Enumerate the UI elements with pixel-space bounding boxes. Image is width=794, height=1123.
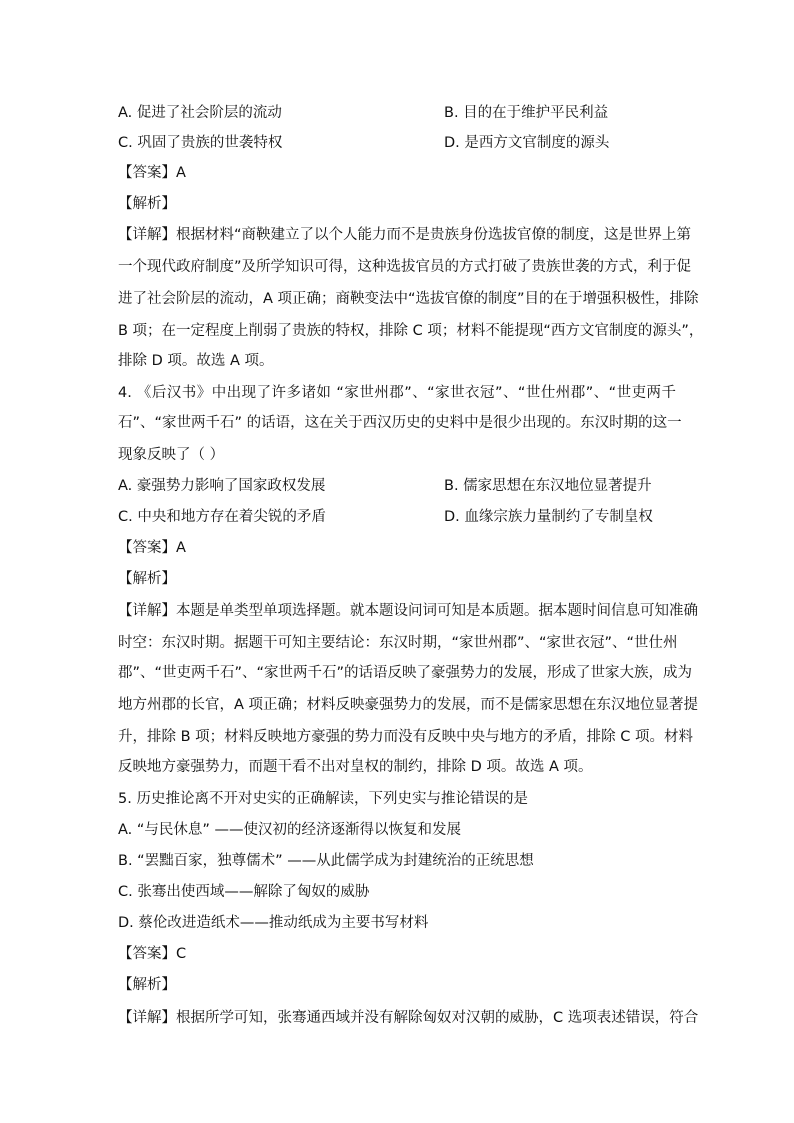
q5-option-b: B. “罢黜百家，独尊儒术” ——从此儒学成为封建统治的正统思想 bbox=[118, 853, 534, 869]
q3-detail-line: 排除 D 项。故选 A 项。 bbox=[118, 353, 274, 369]
q3-detail-line: 【详解】根据材料“商鞅建立了以个人能力而不是贵族身份选拔官僚的制度，这是世界上第 bbox=[118, 227, 692, 243]
q4-detail-line: 升，排除 B 项；材料反映地方豪强的势力而没有反映中央与地方的矛盾，排除 C 项。材料 bbox=[118, 729, 694, 745]
q5-option-d: D. 蔡伦改进造纸术——推动纸成为主要书写材料 bbox=[118, 915, 429, 931]
q4-option-c: C. 中央和地方存在着尖锐的矛盾 bbox=[118, 509, 326, 525]
q5-option-c: C. 张骞出使西域——解除了匈奴的威胁 bbox=[118, 884, 370, 900]
q4-stem-line: 4. 《后汉书》中出现了许多诸如 “家世州郡”、“家世衣冠”、“世仕州郡”、“世吏两千 bbox=[118, 385, 676, 401]
q3-detail-line: B 项；在一定程度上削弱了贵族的特权，排除 C 项；材料不能提现“西方文官制度的源头”， bbox=[118, 323, 704, 339]
q3-answer: 【答案】A bbox=[118, 165, 186, 181]
q4-answer: 【答案】A bbox=[118, 540, 186, 556]
q4-option-b: B. 儒家思想在东汉地位显著提升 bbox=[444, 478, 652, 494]
q3-option-b: B. 目的在于维护平民利益 bbox=[444, 105, 609, 121]
q4-option-a: A. 豪强势力影响了国家政权发展 bbox=[118, 478, 326, 494]
q4-detail-line: 时空：东汉时期。据题干可知主要结论：东汉时期，“家世州郡”、“家世衣冠”、“世仕州 bbox=[118, 635, 678, 651]
q4-detail-line: 【详解】本题是单类型单项选择题。就本题设问词可知是本质题。据本题时间信息可知准确 bbox=[118, 603, 698, 619]
q4-stem-line: 石”、“家世两千石” 的话语，这在关于西汉历史的史料中是很少出现的。东汉时期的这一 bbox=[118, 415, 682, 431]
q4-stem-line: 现象反映了（ ） bbox=[118, 447, 225, 463]
q3-option-d: D. 是西方文官制度的源头 bbox=[444, 135, 610, 151]
q3-detail-line: 一个现代政府制度”及所学知识可得，这种选拔官员的方式打破了贵族世袭的方式，利于促 bbox=[118, 259, 692, 275]
q3-detail-line: 进了社会阶层的流动，A 项正确；商鞅变法中“选拔官僚的制度”目的在于增强积极性，排除 bbox=[118, 291, 699, 307]
q5-stem: 5. 历史推论离不开对史实的正确解读，下列史实与推论错误的是 bbox=[118, 791, 528, 807]
q4-detail-line: 地方州郡的长官，A 项正确；材料反映豪强势力的发展，而不是儒家思想在东汉地位显著提 bbox=[118, 697, 699, 713]
q5-answer: 【答案】C bbox=[118, 946, 187, 962]
q3-option-c: C. 巩固了贵族的世袭特权 bbox=[118, 135, 283, 151]
q3-option-a: A. 促进了社会阶层的流动 bbox=[118, 105, 282, 121]
q5-option-a: A. “与民休息” ——使汉初的经济逐渐得以恢复和发展 bbox=[118, 822, 462, 838]
q4-detail-line: 郡”、“世吏两千石”、“家世两千石”的话语反映了豪强势力的发展，形成了世家大族，成为 bbox=[118, 665, 693, 681]
q3-analysis-heading: 【解析】 bbox=[118, 196, 176, 212]
q5-analysis-heading: 【解析】 bbox=[118, 977, 176, 993]
q4-detail-line: 反映地方豪强势力，而题干看不出对皇权的制约，排除 D 项。故选 A 项。 bbox=[118, 759, 593, 775]
q5-detail-line: 【详解】根据所学可知，张骞通西域并没有解除匈奴对汉朝的威胁，C 选项表述错误，符合 bbox=[118, 1010, 699, 1026]
q4-analysis-heading: 【解析】 bbox=[118, 571, 176, 587]
q4-option-d: D. 血缘宗族力量制约了专制皇权 bbox=[444, 509, 653, 525]
